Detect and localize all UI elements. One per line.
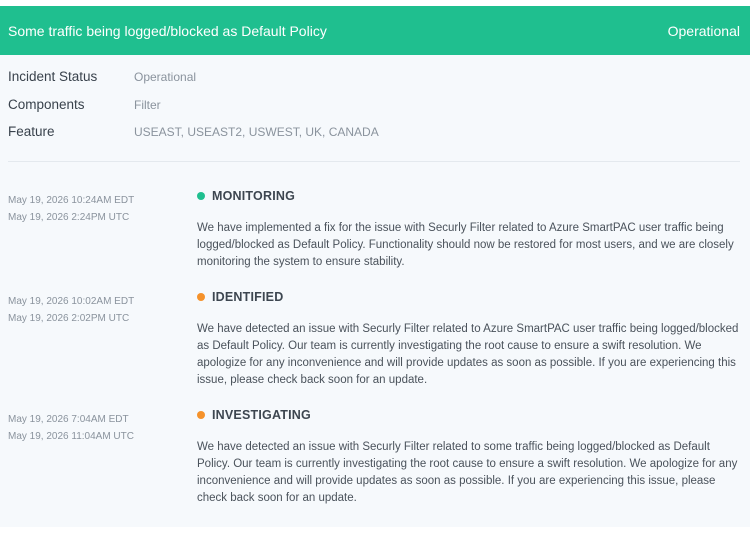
update-time-local: May 19, 2026 10:02AM EDT (8, 296, 135, 307)
update-status (197, 189, 295, 203)
detail-row-components (8, 97, 161, 112)
update-timestamp (8, 293, 134, 327)
orange-status-dot-icon (197, 293, 205, 301)
update-message: We have detected an issue with Securly Filter related to Azure SmartPAC user traffic being logged/blocked as Default Policy. Our team is currently investigating the root cause to ensure a swift resolution. We apologize for any inconvenience and will provide updates as soon as possible. If you are experiencing this issue, please check back soon for an update. (197, 323, 739, 386)
detail-label: Components (8, 97, 85, 112)
update-time-utc: May 19, 2026 2:24PM UTC (8, 212, 130, 223)
detail-label: Feature (8, 124, 55, 139)
incident-details-card (0, 55, 750, 527)
update-status-label: INVESTIGATING (212, 408, 311, 422)
detail-value: USEAST, USEAST2, USWEST, UK, CANADA (134, 125, 379, 139)
update-time-local: May 19, 2026 7:04AM EDT (8, 414, 129, 425)
detail-value: Operational (134, 70, 197, 84)
section-divider (8, 161, 740, 162)
update-timestamp (8, 192, 134, 226)
orange-status-dot-icon (197, 411, 205, 419)
update-time-local: May 19, 2026 10:24AM EDT (8, 195, 135, 206)
update-status-label: IDENTIFIED (212, 290, 284, 304)
detail-label: Incident Status (8, 69, 98, 84)
update-message: We have implemented a fix for the issue with Securly Filter related to Azure SmartPAC user traffic being logged/blocked as Default Policy. Functionality should now be restored for most users, and we are closely monitoring the system to ensure stability. (197, 222, 734, 268)
detail-row-incident-status (8, 69, 196, 84)
update-time-utc: May 19, 2026 2:02PM UTC (8, 313, 130, 324)
detail-row-feature (8, 124, 379, 139)
update-status (197, 290, 283, 304)
update-status (197, 408, 311, 422)
incident-header (0, 6, 750, 55)
update-status-label: MONITORING (212, 189, 296, 203)
update-timestamp (8, 411, 134, 445)
detail-value: Filter (134, 98, 161, 112)
incident-state: Operational (667, 22, 740, 39)
incident-title: Some traffic being logged/blocked as Default Policy (8, 22, 327, 39)
green-status-dot-icon (197, 192, 205, 200)
update-time-utc: May 19, 2026 11:04AM UTC (8, 431, 134, 442)
update-message: We have detected an issue with Securly Filter related to some traffic being logged/blocked as Default Policy. Our team is currently investigating the root cause to ensure a swift resolution. We apologize for any inconvenience and will provide updates as soon as possible. If you are experiencing this issue, please check back soon for an update. (197, 441, 738, 504)
